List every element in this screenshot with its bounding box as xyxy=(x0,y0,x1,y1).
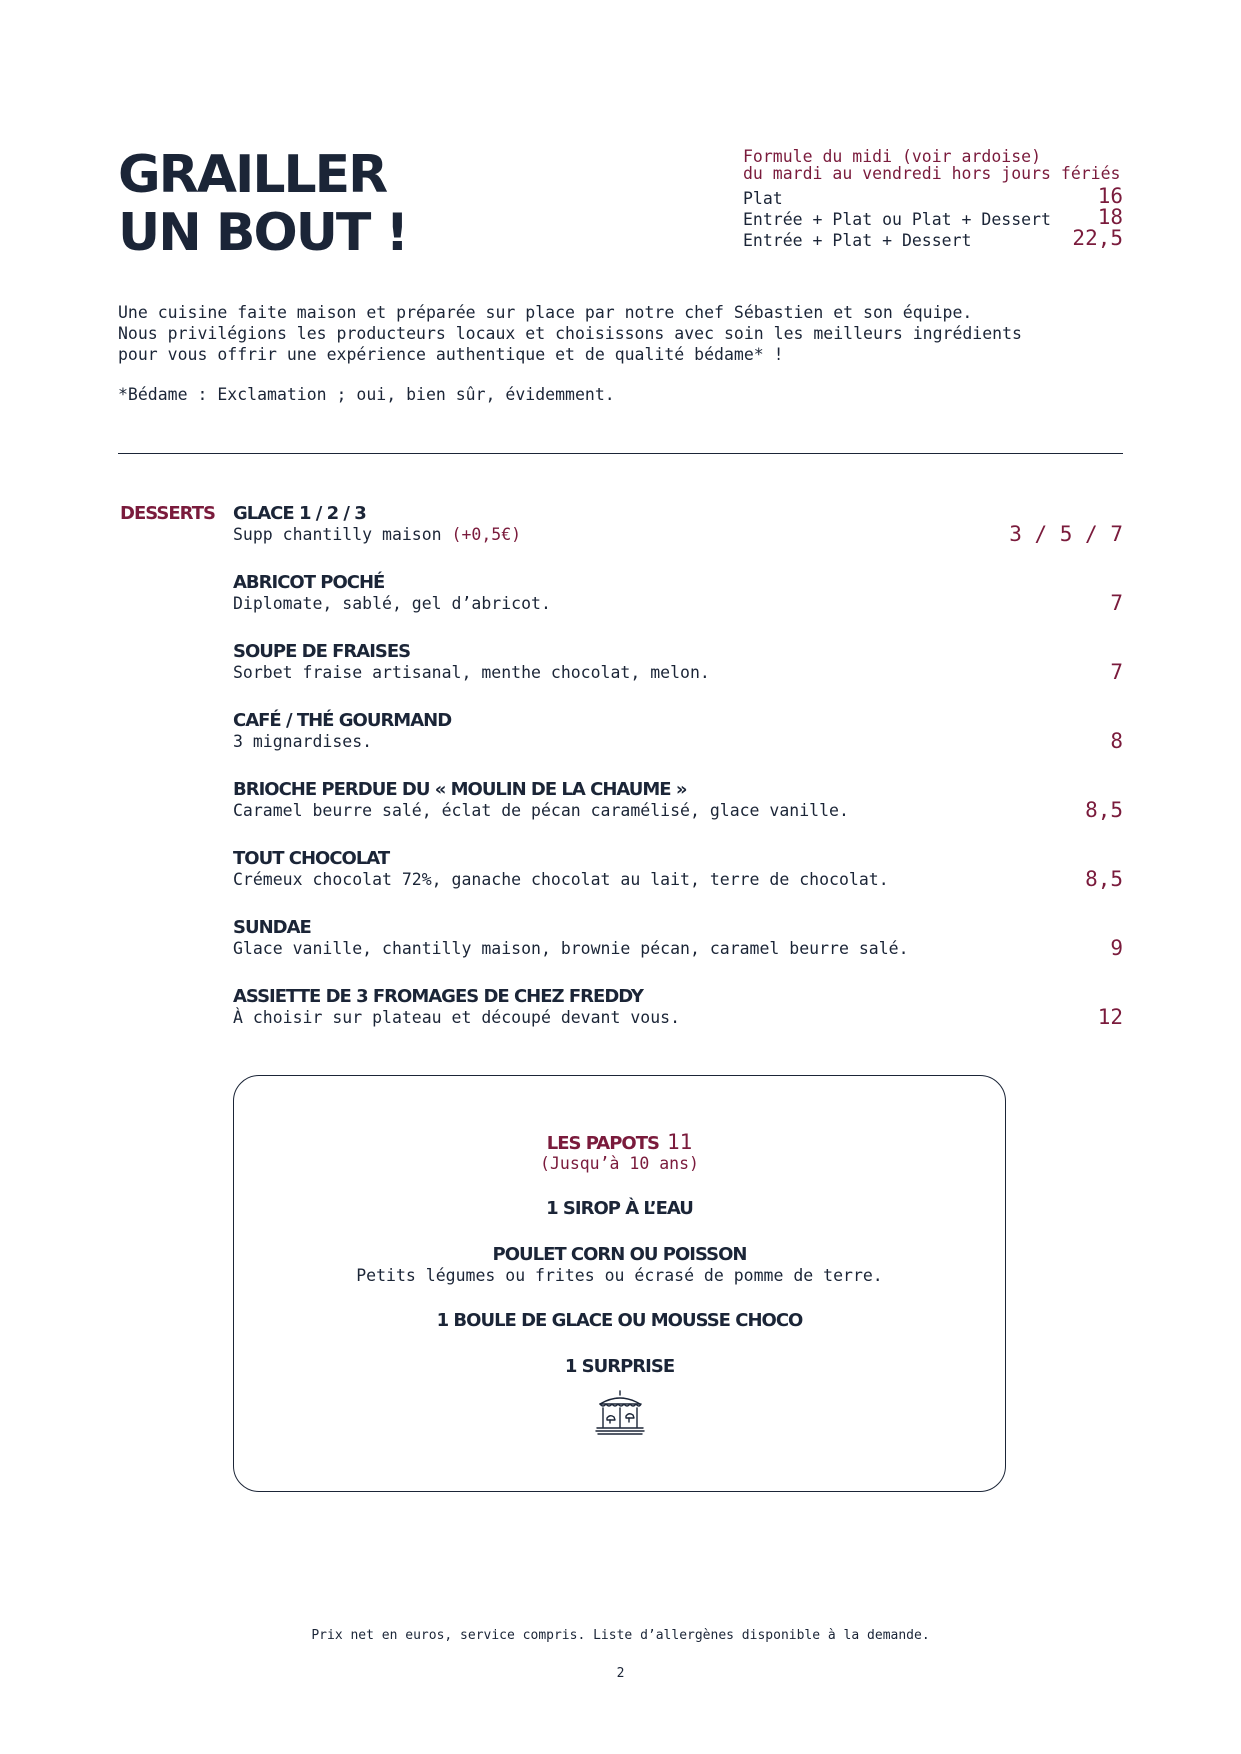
lunch-formula xyxy=(743,148,1123,249)
divider xyxy=(118,453,1123,454)
menu-item xyxy=(233,779,1123,848)
menu-item-name: ABRICOT POCHÉ xyxy=(233,572,385,593)
intro-text xyxy=(118,302,1128,405)
formula-row-price: 22,5 xyxy=(1072,226,1123,250)
menu-item-name: TOUT CHOCOLAT xyxy=(233,848,390,869)
kids-menu-price: 11 xyxy=(666,1130,693,1154)
kids-menu-main-desc: Petits légumes ou frites ou écrasé de pomme de terre. xyxy=(356,1266,883,1285)
footer-note: Prix net en euros, service compris. Liste d’allergènes disponible à la demande. xyxy=(311,1628,930,1643)
menu-item-price: 8,5 xyxy=(1085,867,1123,891)
menu-item-name: SUNDAE xyxy=(233,917,311,938)
page-title xyxy=(118,146,498,262)
formula-row-label: Plat xyxy=(743,189,783,208)
menu-item xyxy=(233,572,1123,641)
carousel-icon xyxy=(594,1390,646,1436)
menu-item-desc: Glace vanille, chantilly maison, brownie pécan, caramel beurre salé. xyxy=(233,939,909,958)
menu-item xyxy=(233,986,1123,1055)
kids-menu-surprise: 1 SURPRISE xyxy=(564,1356,675,1377)
kids-menu-heading xyxy=(234,1130,1005,1154)
menu-item-price: 7 xyxy=(1110,591,1123,615)
formula-header-2: du mardi au vendredi hors jours fériés xyxy=(743,164,1121,183)
menu-item xyxy=(233,848,1123,917)
formula-row-label: Entrée + Plat + Dessert xyxy=(743,231,972,250)
intro-note: *Bédame : Exclamation ; oui, bien sûr, évidemment. xyxy=(118,385,615,404)
intro-line: Une cuisine faite maison et préparée sur place par notre chef Sébastien et son équipe. xyxy=(118,303,973,322)
menu-item-price: 7 xyxy=(1110,660,1123,684)
title-line-2: UN BOUT ! xyxy=(118,203,408,263)
formula-row xyxy=(743,207,1123,228)
menu-item-desc: Crémeux chocolat 72%, ganache chocolat au lait, terre de chocolat. xyxy=(233,870,889,889)
section-label-desserts: DESSERTS xyxy=(120,503,215,524)
kids-menu-box xyxy=(233,1075,1006,1492)
menu-item xyxy=(233,917,1123,986)
formula-row xyxy=(743,228,1123,249)
menu-item-price: 8 xyxy=(1110,729,1123,753)
formula-row-price: 18 xyxy=(1097,205,1123,229)
kids-menu-dessert: 1 BOULE DE GLACE OU MOUSSE CHOCO xyxy=(436,1310,803,1331)
kids-menu-drink: 1 SIROP À L’EAU xyxy=(546,1198,693,1219)
menu-item-desc: À choisir sur plateau et découpé devant vous. xyxy=(233,1008,681,1027)
formula-row-label: Entrée + Plat ou Plat + Dessert xyxy=(743,210,1051,229)
formula-row-price: 16 xyxy=(1097,184,1123,208)
dessert-list xyxy=(233,503,1123,1055)
formula-header-1: Formule du midi (voir ardoise) xyxy=(743,147,1042,166)
intro-line: pour vous offrir une expérience authentique et de qualité bédame* ! xyxy=(118,345,784,364)
menu-item-extra: (+0,5€) xyxy=(451,525,522,544)
menu-item-name: CAFÉ / THÉ GOURMAND xyxy=(233,710,452,731)
menu-item-desc xyxy=(233,525,1123,545)
kids-menu-main: POULET CORN OU POISSON xyxy=(492,1244,747,1265)
menu-item-name: BRIOCHE PERDUE DU « MOULIN DE LA CHAUME » xyxy=(233,779,687,800)
intro-line: Nous privilégions les producteurs locaux et choisissons avec soin les meilleurs ingrédients xyxy=(118,324,1022,343)
title-line-1: GRAILLER xyxy=(118,145,387,205)
menu-item-desc: Sorbet fraise artisanal, menthe chocolat, melon. xyxy=(233,663,710,682)
page-number: 2 xyxy=(616,1666,625,1681)
menu-item-desc: Diplomate, sablé, gel d’abricot. xyxy=(233,594,551,613)
kids-menu-subtitle: (Jusqu’à 10 ans) xyxy=(540,1154,699,1173)
menu-item-price: 8,5 xyxy=(1085,798,1123,822)
menu-item-name: ASSIETTE DE 3 FROMAGES DE CHEZ FREDDY xyxy=(233,986,643,1007)
menu-item-price: 3 / 5 / 7 xyxy=(1009,522,1123,546)
menu-item-price: 12 xyxy=(1097,1005,1123,1029)
kids-menu-title: LES PAPOTS xyxy=(546,1133,659,1154)
formula-row xyxy=(743,186,1123,207)
menu-item-name: SOUPE DE FRAISES xyxy=(233,641,411,662)
menu-item xyxy=(233,641,1123,710)
menu-item xyxy=(233,710,1123,779)
menu-item xyxy=(233,503,1123,572)
menu-item-price: 9 xyxy=(1110,936,1123,960)
menu-item-desc-text: Supp chantilly maison xyxy=(233,525,452,544)
menu-item-desc: Caramel beurre salé, éclat de pécan caramélisé, glace vanille. xyxy=(233,801,849,820)
menu-item-name: GLACE 1 / 2 / 3 xyxy=(233,503,366,524)
menu-item-desc: 3 mignardises. xyxy=(233,732,373,751)
